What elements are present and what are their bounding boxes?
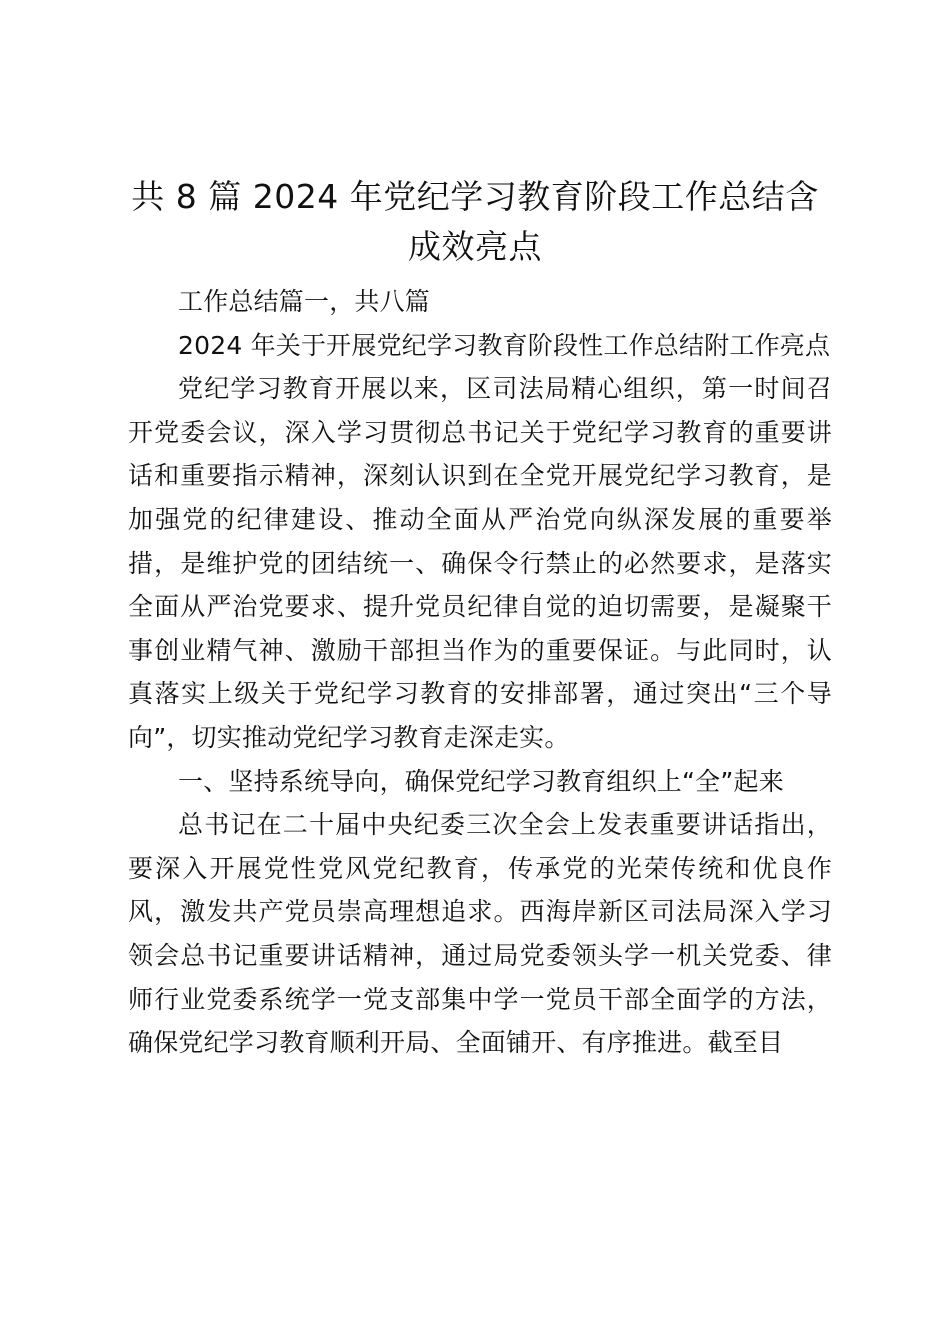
document-title: 共 8 篇 2024 年党纪学习教育阶段工作总结含成效亮点	[131, 177, 819, 266]
paragraph-intro: 党纪学习教育开展以来，区司法局精心组织，第一时间召开党委会议，深入学习贯彻总书记关于党纪学习教育的重要讲话和重要指示精神，深刻认识到在全党开展党纪学习教育，是加强党的纪律建设、推动全面从严治党向纵深发展的重要举措，是维护党的团结统一、确保令行禁止的必然要求，是落实全面从严治党要求、提升党员纪律自觉的迫切需要，是凝聚干事创业精气神、激励干部担当作为的重要保证。与此同时，认真落实上级关于党纪学习教育的安排部署，通过突出“三个导向”，切实推动党纪学习教育走深走实。	[128, 374, 832, 752]
paragraph-subtitle: 2024 年关于开展党纪学习教育阶段性工作总结附工作亮点	[178, 330, 831, 360]
paragraph-heading-one: 一、坚持系统导向，确保党纪学习教育组织上“全”起来	[178, 766, 784, 796]
paragraph-section-label: 工作总结篇一，共八篇	[178, 287, 431, 316]
document-body	[128, 280, 832, 1065]
paragraph-body: 总书记在二十届中央纪委三次全会上发表重要讲话指出，要深入开展党性党风党纪教育，传承党的光荣传统和优良作风，激发共产党员崇高理想追求。西海岸新区司法局深入学习领会总书记重要讲话精神，通过局党委领头学一机关党委、律师行业党委系统学一党支部集中学一党员干部全面学的方法，确保党纪学习教育顺利开局、全面铺开、有序推进。截至目	[128, 810, 832, 1058]
